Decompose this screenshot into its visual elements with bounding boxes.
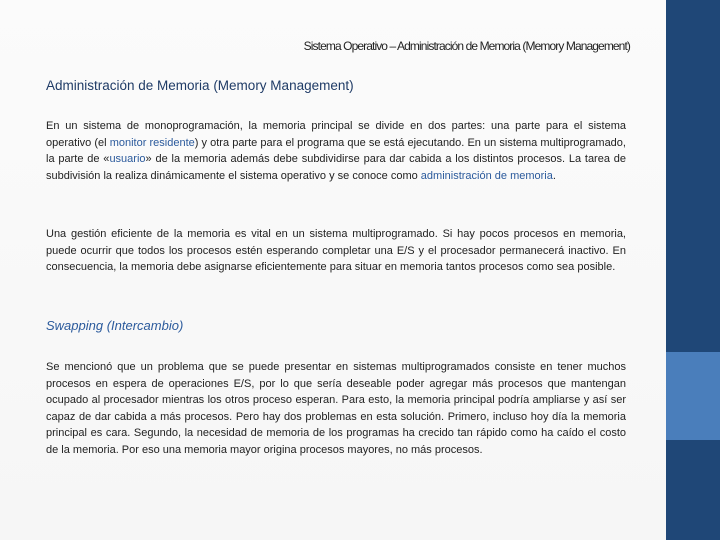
swapping-subtitle: Swapping (Intercambio) xyxy=(46,318,184,333)
usuario-term: usuario xyxy=(109,153,146,165)
administracion-memoria-term: administración de memoria xyxy=(420,169,553,182)
side-bar-strip-bottom xyxy=(666,440,720,540)
side-bar-strip-mid xyxy=(666,352,720,440)
section-title: Administración de Memoria (Memory Management) xyxy=(46,78,354,93)
p1-text-a: En un sistema de monoprogramación, la memoria principal se divide en dos partes: una parte para el sistema operativo (el xyxy=(46,120,626,149)
paragraph-swapping: Se mencionó que un problema que se puede presentar en sistemas multiprogramados consiste en tener muchos procesos en espera de operaciones E/S, por lo que sería deseable poder agregar más procesos que mantengan ocupado al procesador mientras los otros proceso esperan. Para esto, la memoria principal podría ampliarse y así ser capaz de dar cabida a más procesos. Pero hay dos problemas en esta solución. Primero, incluso hoy día la memoria principal es cara. Segundo, la necesidad de memoria de los programas ha crecido tan rápido como ha caído el costo de la memoria. Por eso una memoria mayor origina procesos mayores, no más procesos. xyxy=(46,361,626,456)
side-bar-strip-top xyxy=(666,0,720,352)
paragraph-efficient-management: Una gestión eficiente de la memoria es vital en un sistema multiprogramado. Si hay pocos procesos en memoria, puede ocurrir que todos los procesos estén esperando completar una E/S y el procesador permanecerá inactivo. En consecuencia, la memoria debe asignarse eficientemente para situar en memoria tantos procesos como sea posible. xyxy=(46,228,626,273)
p1-text-b: ) y otra parte para el programa que se está ejecutando. En un sistema multiprogramado, la parte de « xyxy=(46,136,626,165)
decorative-side-bar xyxy=(666,0,720,540)
header-title: Sistema Operativo – Administración de Memoria (Memory Management) xyxy=(303,39,630,53)
paragraph-monoprogramming xyxy=(46,118,626,184)
monitor-residente-term: monitor residente xyxy=(109,136,195,149)
p1-text-d: . xyxy=(552,169,556,182)
p1-text-c: » de la memoria además debe subdividirse para dar cabida a los distintos procesos. La tarea de subdivisión la realiza dinámicamente el sistema operativo y se conoce como xyxy=(46,153,627,182)
